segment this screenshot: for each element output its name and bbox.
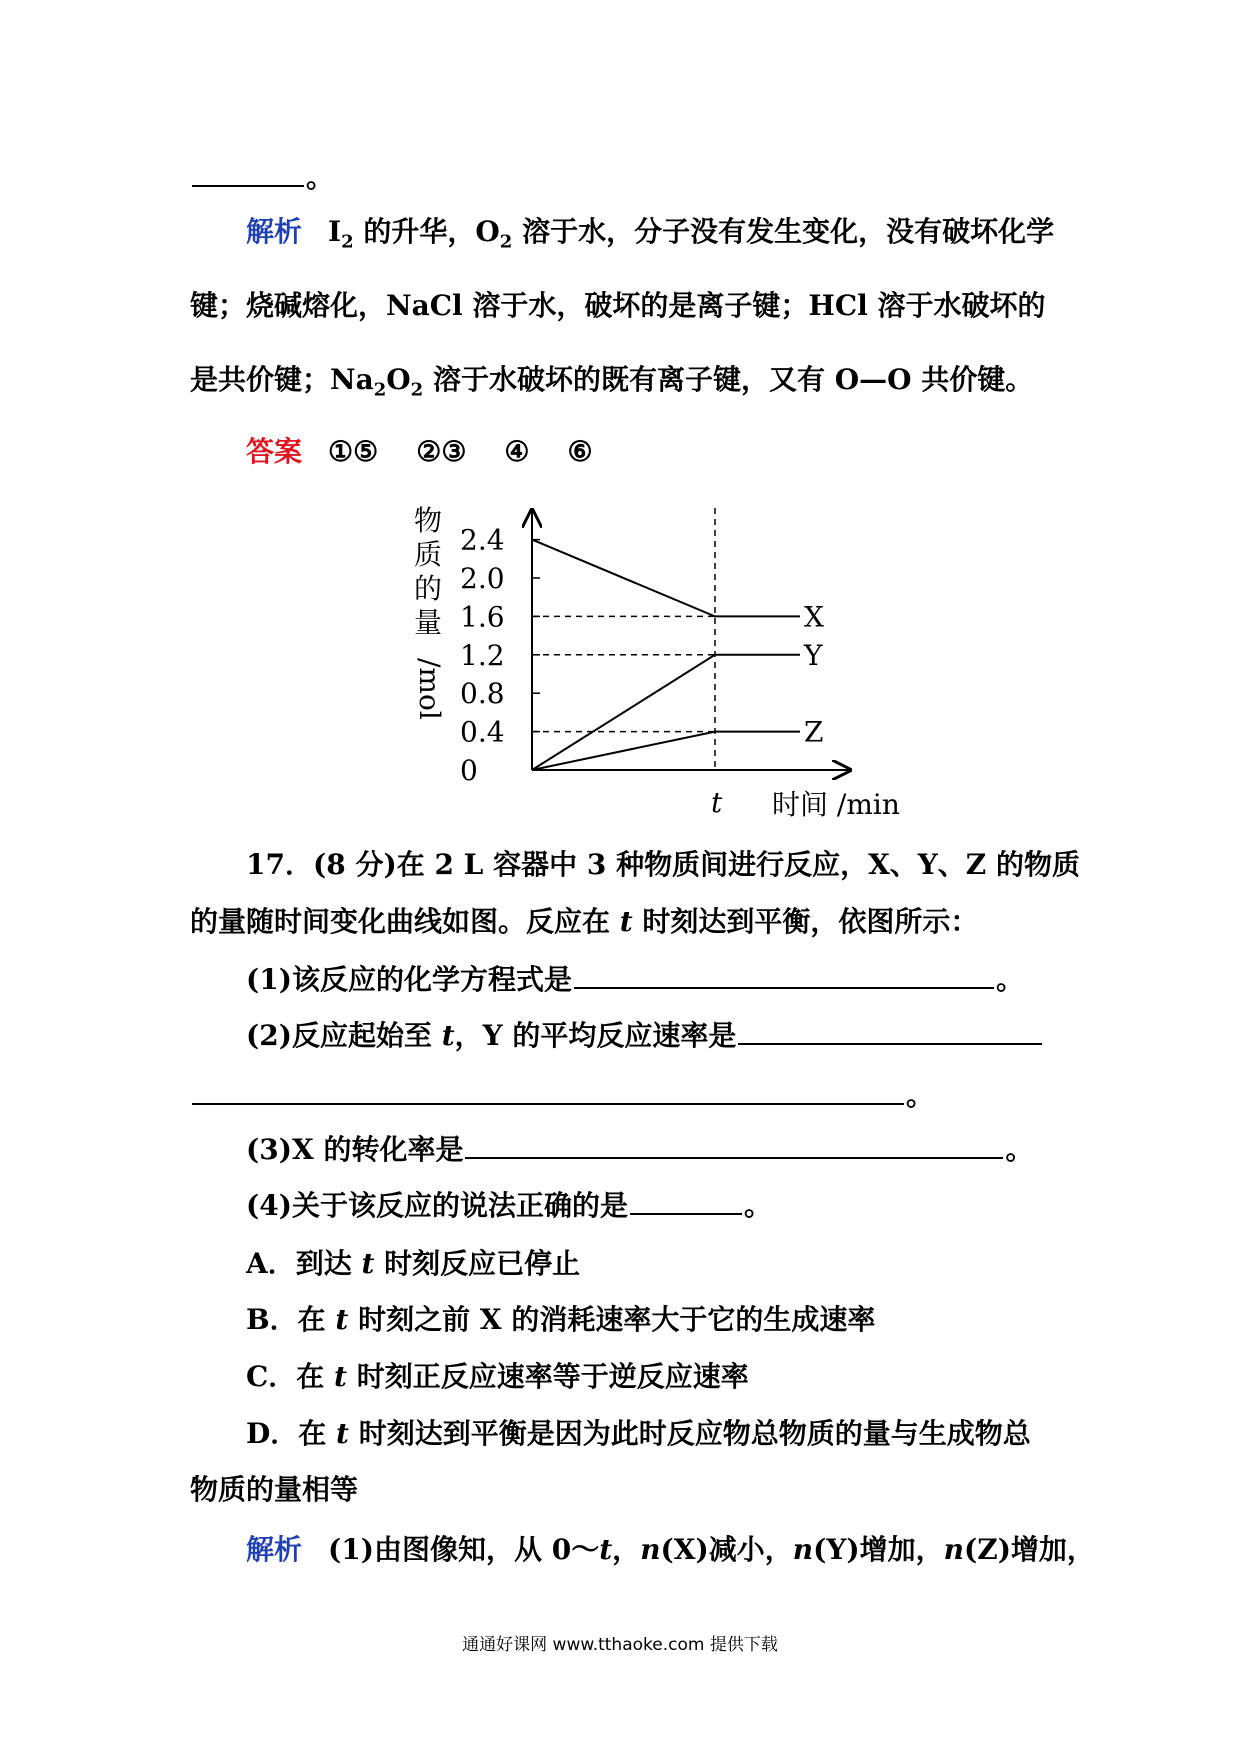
- q17-line-1: 17．(8 分)在 2 L 容器中 3 种物质间进行反应，X、Y、Z 的物质: [246, 848, 1080, 881]
- analysis-line-1: [246, 212, 1126, 263]
- text: 时刻之前 X 的消耗速率大于它的生成速率: [348, 1303, 876, 1336]
- period: 。: [1005, 1133, 1034, 1166]
- y-tick-label: 0.8: [460, 677, 505, 711]
- y-axis-label: 量: [414, 606, 443, 639]
- period: 。: [995, 963, 1024, 996]
- text: (Y)增加，: [813, 1533, 944, 1566]
- y-tick-label: 1.6: [460, 600, 505, 634]
- analysis-line-3: [190, 360, 1070, 411]
- series-line-y: [532, 655, 800, 770]
- amount-vs-time-chart: [400, 500, 920, 820]
- y-axis-unit: /mol: [413, 658, 446, 720]
- text: C．在: [246, 1360, 335, 1393]
- t-symbol: t: [336, 1417, 349, 1450]
- text: D．在: [246, 1417, 337, 1450]
- text: 时刻达到平衡是因为此时反应物总物质的量与生成物总: [348, 1417, 1031, 1450]
- y-axis-label: 物: [414, 504, 443, 537]
- q17-part-1: [246, 960, 1126, 1000]
- text: 的升华，O: [353, 215, 500, 248]
- answer-blank: [574, 961, 994, 989]
- q17-part-2: [246, 1016, 1126, 1056]
- option-d: [246, 1414, 1126, 1454]
- text: I: [328, 215, 342, 248]
- answer-item: ⑥: [567, 435, 593, 468]
- subscript: 2: [499, 231, 513, 253]
- option-b: [246, 1300, 1126, 1340]
- text: (X)减小，: [660, 1533, 793, 1566]
- subscript: 2: [410, 379, 424, 401]
- y-tick-label: 0.4: [460, 715, 505, 749]
- analysis2-line: [246, 1530, 1126, 1570]
- text: 是共价键；Na: [190, 363, 374, 396]
- x-axis-label: 时间 /min: [772, 788, 900, 820]
- x-tick-label: t: [711, 786, 723, 819]
- series-line-z: [532, 732, 800, 770]
- answer-blank: [192, 1077, 904, 1105]
- answer-line: [246, 432, 1126, 472]
- text: (1)该反应的化学方程式是: [246, 963, 572, 996]
- text: ，Y 的平均反应速率是: [454, 1019, 737, 1052]
- text: (2)反应起始至: [246, 1019, 442, 1052]
- series-label-x: X: [804, 600, 824, 634]
- n-symbol: n: [943, 1533, 964, 1566]
- text: B．在: [246, 1303, 336, 1336]
- text: 的量随时间变化曲线如图。反应在: [190, 905, 620, 938]
- y-tick-label: 0: [460, 754, 478, 787]
- chart-ticks: [460, 524, 723, 819]
- t-symbol: t: [441, 1019, 455, 1052]
- text: (3)X 的转化率是: [246, 1133, 464, 1166]
- t-symbol: t: [599, 1533, 613, 1566]
- option-c: [246, 1357, 1126, 1397]
- analysis-label: 解析: [246, 1533, 303, 1566]
- answer-blank: [465, 1131, 1003, 1159]
- option-d-cont: 物质的量相等: [190, 1473, 359, 1506]
- analysis-line-2: 键；烧碱熔化，NaCl 溶于水，破坏的是离子键；HCl 溶于水破坏的: [190, 289, 1046, 322]
- y-tick-label: 2.0: [460, 562, 505, 595]
- series-label-z: Z: [804, 715, 824, 749]
- y-tick-label: 2.4: [460, 523, 505, 557]
- text: (4)关于该反应的说法正确的是: [246, 1189, 628, 1222]
- q17-part-3: [246, 1130, 1126, 1170]
- text: ，: [612, 1533, 641, 1566]
- text: 时刻达到平衡，依图所示：: [632, 905, 979, 938]
- text: 溶于水破坏的既有离子键，又有 O—O 共价键。: [423, 363, 1034, 396]
- analysis-label: 解析: [246, 215, 303, 248]
- answer-item: ②③: [416, 435, 467, 468]
- option-a: [246, 1244, 1126, 1284]
- text: (Z)增加，: [964, 1533, 1095, 1566]
- t-symbol: t: [619, 905, 633, 938]
- q17-part-4: [246, 1186, 1126, 1226]
- y-tick-label: 1.2: [460, 638, 505, 672]
- period: 。: [743, 1189, 772, 1222]
- text: (1)由图像知，从 0～: [328, 1533, 600, 1566]
- answer-label: 答案: [246, 435, 303, 468]
- text: A．到达: [246, 1247, 362, 1280]
- y-axis-label: 质: [414, 538, 443, 571]
- series-label-y: Y: [804, 638, 823, 672]
- text: 时刻反应已停止: [374, 1247, 581, 1280]
- page-footer: 通通好课网 www.tthaoke.com 提供下载: [462, 1635, 778, 1655]
- answer-blank: [630, 1187, 742, 1215]
- subscript: 2: [373, 379, 387, 401]
- t-symbol: t: [335, 1303, 349, 1336]
- subscript: 2: [341, 231, 354, 253]
- y-axis-label: 的: [414, 572, 443, 605]
- answer-item: ①⑤: [328, 435, 379, 468]
- answer-item: ④: [504, 435, 530, 468]
- q17-line-2: [190, 902, 1070, 942]
- n-symbol: n: [640, 1533, 661, 1566]
- n-symbol: n: [792, 1533, 814, 1566]
- period: 。: [906, 1079, 935, 1112]
- text: 时刻正反应速率等于逆反应速率: [346, 1360, 749, 1393]
- t-symbol: t: [361, 1247, 375, 1280]
- series-line-x: [532, 540, 800, 617]
- answer-blank: [738, 1017, 1042, 1045]
- text: O: [386, 363, 411, 396]
- q17-part-2-cont: [190, 1076, 1070, 1116]
- period: 。: [306, 161, 335, 194]
- t-symbol: t: [334, 1360, 347, 1393]
- text: 溶于水，分子没有发生变化，没有破坏化学: [512, 215, 1055, 248]
- chart-guides: [532, 508, 715, 770]
- answer-blank: [192, 159, 304, 187]
- top-blank-line: [190, 158, 1070, 198]
